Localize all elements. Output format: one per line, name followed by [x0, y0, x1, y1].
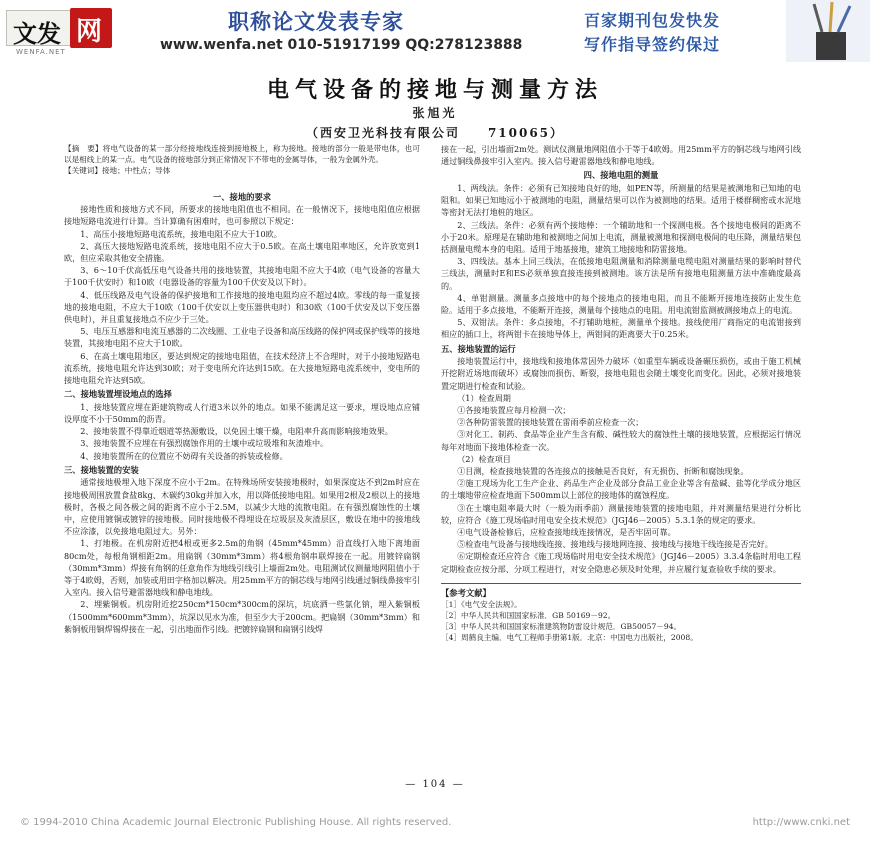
list-item: （2）检查项目: [457, 453, 511, 464]
page-number: — 104 —: [405, 779, 465, 790]
paragraph: 5、电压互感器和电流互感器的二次线圈、工业电子设备和高压线路的保护网或保护线等的接地装置，其接地电阻不应大于10欧。: [64, 326, 420, 349]
paragraph: 接在一起，引出墙面2m处。测试仪测量地网阻值小于等于4欧姆。用25mm平方的铜芯线与地网引线通过铜线鼻接牢引入室内。接入信号避雷器地线和静电地线。: [441, 144, 801, 167]
paragraph: 2、埋紫铜板。机房附近挖250cm*150cm*300cm的深坑，坑底洒一些氯化钠，埋入紫铜板（1500mm*600mm*3mm），坑深以见水为准，但至少大于200cm。把扁钢（30mm*3mm）和紫铜板用铜焊锡焊接在一起，引出地面作引线。把镀锌扁钢和扁钢引线焊: [64, 599, 420, 634]
banner-contact: www.wenfa.net 010-51917199 QQ:278123888: [160, 37, 523, 53]
left-column: [64, 143, 420, 773]
list-item: （1）检查周期: [457, 392, 511, 403]
banner-title: 职称论文发表专家: [228, 10, 404, 34]
reference-item: ［2］中华人民共和国国家标准．GB 50169－92。: [441, 611, 616, 621]
paragraph: 1、接地装置应埋在距建筑物或人行道3米以外的地点。如果不能满足这一要求，埋设地点应铺设厚度不小于50mm的沥青。: [64, 401, 420, 425]
banner-slogan-2: 写作指导签约保过: [584, 35, 721, 54]
list-item: ②施工现场为化工生产企业、药品生产企业及部分食品工业企业等含有盐碱、盐等化学成分地区的土壤地带应检查地面下500mm以上部位的接地体的腐蚀程度。: [441, 478, 801, 501]
logo-text-1: 文发: [13, 19, 61, 48]
section-heading-5: 五、接地装置的运行: [441, 343, 516, 354]
section-heading-2: 二、接地装置埋设地点的选择: [64, 389, 172, 400]
section-heading-1: 一、接地的要求: [212, 191, 272, 202]
list-item: ⑥定期检查还应符合《施工现场临时用电安全技术规范》（JGJ46－2005）3.3.4条临时用电工程定期检查应按分部、分项工程进行，对安全隐患必须及时处理，并应履行复查验收手续的要求。: [441, 551, 801, 574]
paragraph: 2、三线法。条件：必须有两个接地棒：一个辅助地和一个探测电极。各个接地电极间的距离不小于20米。原理是在辅助地和被测地之间加上电流，测量被测地和探测电极间的电压降，测量结果包括测量电缆本身的电阻。适用于地基接地，建筑工地接地和防雷接地。: [441, 219, 801, 255]
section-heading-4: 四、接地电阻的测量: [583, 170, 659, 181]
section-heading-3: 三、接地装置的安装: [64, 464, 139, 475]
paragraph: 6、在高土壤电阻地区，要达到规定的接地电阻值，在技术经济上不合理时，对于小接地短路电流系统，接地电阻允许达到30欧；对于变电所允许达到15欧。在大接地短路电流系统中，变电所的接地电阻允许达到5欧。: [64, 350, 420, 386]
list-item: ①各接地装置应每月检测一次；: [457, 405, 571, 416]
paragraph: 接地性质和接地方式不同，所要求的接地电阻值也不相同。在一般情况下，接地电阻值应根据接地短路电流进行计算。当计算确有困难时，也可参照以下规定：: [64, 204, 420, 227]
references-heading: 【参考文献】: [441, 583, 801, 599]
list-item: ④电气设备检修后，应检查接地线连接情况，是否牢固可靠。: [457, 527, 676, 538]
paragraph: 1、两线法。条件：必须有已知接地良好的地，如PEN等，所测量的结果是被测地和已知地的电阻和。如果已知地远小于被测地的电阻，测量结果可以作为被测地的结果。适用于楼群稠密或水泥地等密封无法打地桩的地区。: [441, 183, 801, 218]
paragraph: 1、高压小接地短路电流系统，接地电阻不应大于10欧。: [80, 228, 282, 239]
reference-item: ［4］周鹤良主编．电气工程师手册第1版．北京：中国电力出版社，2008。: [441, 633, 698, 643]
paragraph: 2、高压大接地短路电流系统，接地电阻不应大于0.5欧。在高土壤电阻率地区，允许放宽到1欧，但应采取其他安全措施。: [64, 240, 420, 264]
right-column: [441, 143, 801, 773]
paragraph: 3、6～10千伏高低压电气设备共用的接地装置，其接地电阻不应大于4欧（电气设备的容量大于100千伏安时）和10欧（电器设备的容量为100千伏安及以下时）。: [64, 265, 420, 288]
abstract: 【摘 要】将电气设备的某一部分经接地线连接到接地极上，称为接地。接地的部分一般是带电体，也可以是相线上的某一点。电气设备的接地部分到正常情况下不带电的金属导体，一般为金属外壳。: [64, 144, 420, 165]
paragraph: 通常接地极埋入地下深度不应小于2m。在特殊场所安装接地极时，如果深度达不到2m时应在接地极周围放置食盐8kg、木碳约30kg并加入水，用以降低接地电阻。如果用2根及2根以上的接地极时，各极之间各极之间的距离不应小于2.5M，以减少大地的流散电阻。在有强烈腐蚀性的土壤中，应使用镀铜或镀锌的接地极。同时接地极不得埋设在垃圾层及灰渣层区，敷设在地中的接地线不应涂漆，以免接地电阻过大。另外：: [64, 477, 420, 537]
list-item: ③对化工、制药、食品等企业产生含有酸、碱性较大的腐蚀性土壤的接地装置，应根据运行情况每年对地面下接地体检查一次。: [441, 429, 801, 452]
paragraph: 接地装置运行中，接地线和接地体常因外力破坏（如重型车辆或设备碾压损伤，或由于施工机械开挖附近场地而破坏）或腐蚀而损伤、断裂，接地电阻也会随土壤变化而变化。因此，必须对接地装置定期进行检查和试验。: [441, 356, 801, 391]
list-item: ③在土壤电阻率最大时（一般为雨季前）测量接地装置的接地电阻，并对测量结果进行分析比较，应符合《施工现场临时用电安全技术规范》（JGJ46－2005）5.3.1条的规定的要求。: [441, 502, 801, 525]
banner: [0, 0, 870, 62]
article-author: 张旭光: [412, 106, 458, 120]
reference-item: ［1］《电气安全法规》。: [441, 600, 522, 610]
paragraph: 1、打地极。在机房附近把4根或更多2.5m的角钢（45mm*45mm）沿直线打入地下离地面80cm处，每根角钢相距2m。用扁钢（30mm*3mm）将4根角钢串联焊接在一起。用镀锌扁钢（30mm*3mm）焊接有角钢的任意角作为地线引线引上墙面2m处。电阻测试仪测量地网阻值小于等于4欧姆，否则，加装或用田字格加以解决。用25mm平方的铜芯线与地网引线通过铜线鼻接牢引入室内。接入信号避雷器地线和静电地线。: [64, 538, 420, 598]
paragraph: 3、接地装置不应埋在有强烈腐蚀作用的土壤中或垃圾堆和灰渣堆中。: [80, 438, 329, 449]
paragraph: 2、接地装置不得靠近烟道等热源敷设，以免因土壤干燥，电阻率升高而影响接地效果。: [80, 426, 393, 437]
abstract-block: [64, 143, 420, 177]
paragraph: 5、双钳法。条件：多点接地，不打辅助地桩，测量单个接地。接线使用厂商指定的电流钳接到相应的插口上，将两钳卡在接地导体上，两钳间的距离要大于0.25米。: [441, 317, 801, 340]
list-item: ②各种防雷装置的接地装置在雷雨季前应检查一次；: [457, 417, 644, 428]
keywords: 【关键词】接地；中性点；导体: [64, 166, 171, 176]
paragraph: 4、低压线路及电气设备的保护接地和工作接地的接地电阻均应不超过4欧。零线的每一重复接地的接地电阻，不应大于10欧（100千伏安以上变压器供电时）和30欧（100千伏安及以下变压器供电时），并且重复接地点不应少于三处。: [64, 289, 420, 325]
paragraph: 3、四线法。基本上同三线法，在低接地电阻测量和消除测量电缆电阻对测量结果的影响时替代三线法，测量时E和ES必须单独直接连接到被测地。该方法是所有接地电阻测量方法中准确度最高的。: [441, 256, 801, 291]
paragraph: 4、单钳测量。测量多点接地中的每个接地点的接地电阻，而且不能断开接地连接防止发生危险。适用于多点接地，不能断开连接，测量每个接地点的电阻。用电流钳监测被测接地点上的电流。: [441, 292, 801, 316]
list-item: ⑤检查电气设备与接地线连接、接地线与接地网连接、接地线与接地干线连接是否完好。: [457, 539, 773, 550]
reference-item: ［3］中华人民共和国国家标准建筑物防雷设计规范．GB50057－94。: [441, 622, 682, 632]
footer: [20, 817, 850, 828]
wenfa-logo: [6, 4, 146, 56]
logo-text-2: 网: [76, 17, 103, 47]
banner-slogan-1: 百家期刊包发快发: [584, 11, 721, 30]
logo-url: WENFA.NET: [16, 48, 66, 56]
pen-holder-icon: [786, 0, 870, 62]
article-affiliation: （西安卫光科技有限公司 710065）: [305, 126, 565, 140]
article-title: 电气设备的接地与测量方法: [266, 78, 603, 103]
paragraph: 4、接地装置所在的位置应不妨碍有关设备的拆装或检修。: [80, 450, 288, 461]
list-item: ①目测，检查接地装置的各连接点的接触是否良好，有无损伤、折断和腐蚀现象。: [457, 466, 749, 477]
footer-url[interactable]: http://www.cnki.net: [752, 817, 850, 828]
footer-copyright: © 1994-2010 China Academic Journal Electronic Publishing House. All rights reserved.: [20, 817, 452, 828]
